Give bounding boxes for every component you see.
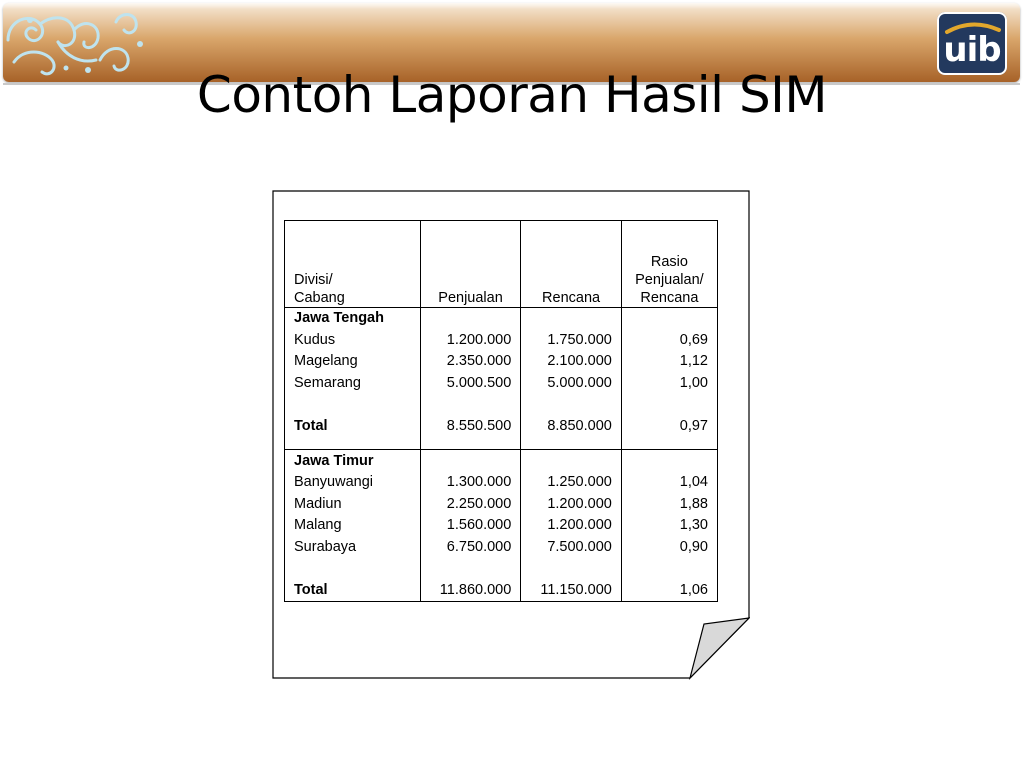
group-row [285, 450, 718, 472]
plan-cell: 1.200.000 [521, 493, 622, 515]
ratio-cell: 0,90 [621, 536, 717, 558]
group-name: Jawa Tengah [285, 308, 421, 330]
branch-cell: Madiun [285, 493, 421, 515]
table-row [285, 493, 718, 515]
column-header-plan: Rencana [521, 221, 622, 308]
plan-cell: 1.250.000 [521, 472, 622, 494]
branch-cell: Malang [285, 515, 421, 537]
total-row [285, 416, 718, 438]
logo-text: uib [943, 30, 1001, 70]
ratio-cell: 1,00 [621, 373, 717, 395]
total-plan-cell: 11.150.000 [521, 579, 622, 601]
header-text: Divisi/ [294, 272, 333, 288]
ratio-cell: 1,12 [621, 351, 717, 373]
branch-cell: Kudus [285, 330, 421, 352]
total-label: Total [285, 416, 421, 438]
table-row [285, 351, 718, 373]
spacer-row [285, 558, 718, 580]
ratio-cell: 0,69 [621, 330, 717, 352]
group-divider-row [285, 437, 718, 450]
ratio-cell: 1,04 [621, 472, 717, 494]
sales-report-table [284, 220, 718, 602]
header-text: Rencana [640, 290, 699, 306]
table-row [285, 472, 718, 494]
total-plan-cell: 8.850.000 [521, 416, 622, 438]
group-name: Jawa Timur [285, 450, 421, 472]
sales-cell: 6.750.000 [420, 536, 521, 558]
branch-cell: Surabaya [285, 536, 421, 558]
sales-cell: 1.200.000 [420, 330, 521, 352]
plan-cell: 1.750.000 [521, 330, 622, 352]
ratio-cell: 1,88 [621, 493, 717, 515]
ratio-cell: 1,30 [621, 515, 717, 537]
sales-cell: 2.250.000 [420, 493, 521, 515]
total-ratio-cell: 0,97 [621, 416, 717, 438]
spacer-row [285, 394, 718, 416]
column-header-sales: Penjualan [420, 221, 521, 308]
branch-cell: Semarang [285, 373, 421, 395]
sales-cell: 1.300.000 [420, 472, 521, 494]
header-text: Cabang [294, 290, 345, 306]
table-row [285, 330, 718, 352]
total-label: Total [285, 579, 421, 601]
plan-cell: 7.500.000 [521, 536, 622, 558]
table-row [285, 515, 718, 537]
sales-cell: 5.000.500 [420, 373, 521, 395]
plan-cell: 1.200.000 [521, 515, 622, 537]
branch-cell: Banyuwangi [285, 472, 421, 494]
sales-cell: 1.560.000 [420, 515, 521, 537]
total-sales-cell: 11.860.000 [420, 579, 521, 601]
column-header-ratio [621, 221, 717, 308]
plan-cell: 5.000.000 [521, 373, 622, 395]
total-ratio-cell: 1,06 [621, 579, 717, 601]
branch-cell: Magelang [285, 351, 421, 373]
group-row [285, 308, 718, 330]
total-row [285, 579, 718, 601]
plan-cell: 2.100.000 [521, 351, 622, 373]
column-header-division [285, 221, 421, 308]
header-text: Penjualan/ [635, 272, 704, 288]
page-title: Contoh Laporan Hasil SIM [196, 66, 828, 124]
table-row [285, 373, 718, 395]
table-row [285, 536, 718, 558]
sales-cell: 2.350.000 [420, 351, 521, 373]
table-header-row [285, 221, 718, 308]
header-text: Rasio [650, 254, 688, 270]
total-sales-cell: 8.550.500 [420, 416, 521, 438]
